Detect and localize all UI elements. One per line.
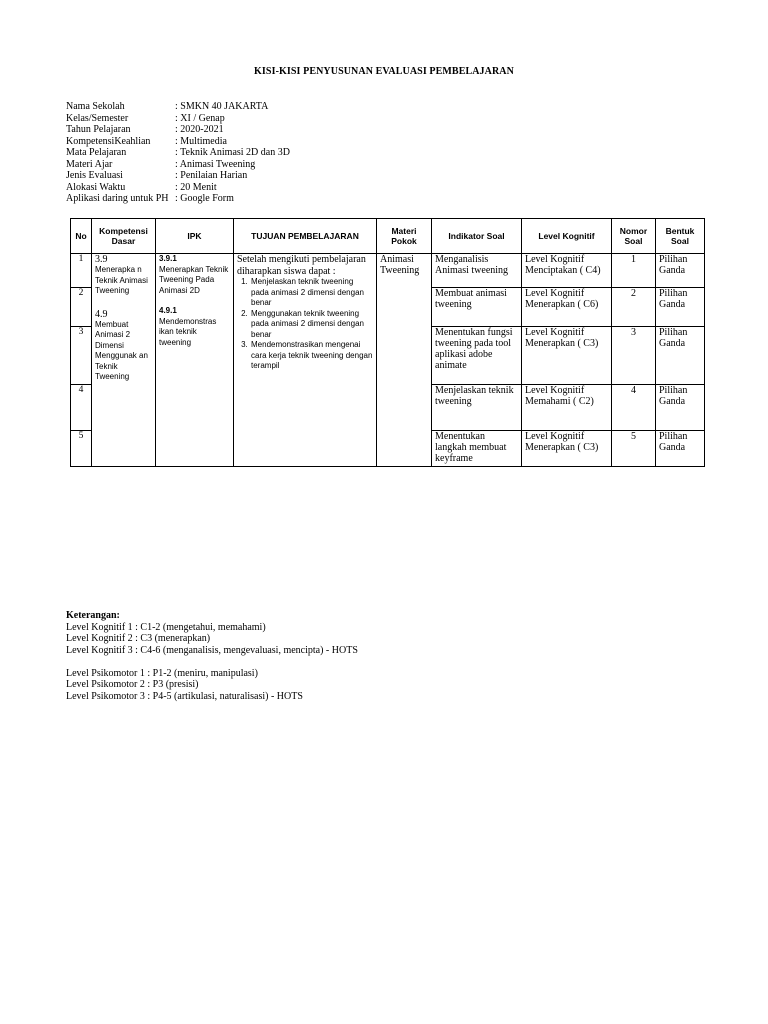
level-cell: Level Kognitif Memahami ( C2) (522, 385, 612, 431)
info-label: Nama Sekolah (66, 101, 125, 112)
level-cell: Level Kognitif Menciptakan ( C4) (522, 254, 612, 288)
col-header-indikator: Indikator Soal (432, 219, 522, 254)
note-line: Level Psikomotor 2 : P3 (presisi) (66, 679, 199, 690)
tujuan-cell (234, 254, 377, 467)
info-label: Mata Pelajaran (66, 147, 127, 158)
info-value: : 20 Menit (175, 181, 217, 193)
info-row (66, 170, 290, 182)
kd2-text: Membuat Animasi 2 Dimensi Menggunak an Teknik Tweening (95, 319, 148, 381)
col-header-materi: Materi Pokok (377, 219, 432, 254)
ipk2-number: 4.9.1 (159, 306, 177, 315)
info-value: : Penilaian Harian (175, 170, 248, 181)
nomor-cell: 3 (612, 327, 656, 385)
tujuan-item: 3. Mendemonstrasikan mengenai cara kerja teknik tweening dengan terampil (250, 340, 373, 372)
nomor-cell: 1 (612, 254, 656, 288)
tujuan-intro: Setelah mengikuti pembelajaran diharapkan siswa dapat : (237, 254, 366, 277)
kd-cell (92, 254, 156, 467)
col-header-kd: Kompetensi Dasar (92, 219, 156, 254)
ipk1-text: Menerapkan Teknik Tweening Pada Animasi 2D (159, 264, 229, 295)
tujuan-list (237, 277, 373, 372)
nomor-cell: 2 (612, 288, 656, 327)
info-row (66, 193, 290, 205)
row-no: 2 (71, 288, 92, 327)
info-value: : SMKN 40 JAKARTA (175, 101, 269, 112)
kd2-number: 4.9 (95, 308, 108, 320)
bentuk-cell: Pilihan Ganda (656, 385, 705, 431)
info-row (66, 159, 290, 171)
note-line: Level Kognitif 3 : C4-6 (menganalisis, mengevaluasi, mencipta) - HOTS (66, 644, 358, 656)
info-value: : Animasi Tweening (175, 158, 256, 170)
document-title: KISI-KISI PENYUSUNAN EVALUASI PEMBELAJARAN (254, 66, 514, 77)
indikator-cell: Menjelaskan teknik tweening (432, 385, 522, 431)
col-header-level: Level Kognitif (522, 219, 612, 254)
nomor-cell: 5 (612, 431, 656, 467)
col-header-nomor: Nomor Soal (612, 219, 656, 254)
col-header-tujuan: TUJUAN PEMBELAJARAN (234, 219, 377, 254)
ipk2-text: Mendemonstras ikan teknik tweening (159, 316, 217, 347)
info-label: Jenis Evaluasi (66, 170, 123, 181)
info-row (66, 101, 290, 113)
info-label: Tahun Pelajaran (66, 124, 131, 135)
col-header-bentuk: Bentuk Soal (656, 219, 705, 254)
ipk1-number: 3.9.1 (159, 254, 177, 263)
row-no: 1 (71, 254, 92, 288)
info-label: Materi Ajar (66, 158, 113, 170)
info-row (66, 182, 290, 194)
bentuk-cell: Pilihan Ganda (656, 431, 705, 467)
notes-heading: Keterangan: (66, 610, 120, 621)
info-row (66, 147, 290, 159)
row-no: 3 (71, 327, 92, 385)
note-line: Level Kognitif 2 : C3 (menerapkan) (66, 633, 211, 644)
tujuan-item: 1. Menjelaskan teknik tweening pada animasi 2 dimensi dengan benar (250, 277, 373, 309)
identity-block (66, 101, 290, 205)
spacer (66, 656, 358, 668)
table-header-row (71, 219, 705, 254)
info-row (66, 113, 290, 125)
indikator-cell: Menentukan langkah membuat keyframe (432, 431, 522, 467)
note-line: Level Kognitif 1 : C1-2 (mengetahui, memahami) (66, 621, 266, 633)
info-label: Aplikasi daring untuk PH (66, 193, 169, 204)
level-cell: Level Kognitif Menerapkan ( C3) (522, 327, 612, 385)
evaluation-grid-table (70, 218, 705, 467)
kd1-text: Menerapka n Teknik Animasi Tweening (95, 265, 148, 295)
info-value: : Google Form (175, 193, 234, 204)
level-cell: Level Kognitif Menerapkan ( C3) (522, 431, 612, 467)
table-row (71, 254, 705, 288)
note-line: Level Psikomotor 3 : P4-5 (artikulasi, naturalisasi) - HOTS (66, 690, 303, 702)
row-no: 5 (71, 431, 92, 467)
info-row (66, 124, 290, 136)
bentuk-cell: Pilihan Ganda (656, 254, 705, 288)
indikator-cell: Membuat animasi tweening (432, 288, 522, 327)
bentuk-cell: Pilihan Ganda (656, 327, 705, 385)
info-value: : XI / Genap (175, 112, 225, 124)
col-header-ipk: IPK (156, 219, 234, 254)
info-value: : 2020-2021 (175, 124, 224, 135)
info-label: KompetensiKeahlian (66, 135, 151, 147)
ipk-cell (156, 254, 234, 467)
info-label: Alokasi Waktu (66, 181, 126, 193)
info-row (66, 136, 290, 148)
info-label: Kelas/Semester (66, 112, 129, 124)
nomor-cell: 4 (612, 385, 656, 431)
info-value: : Teknik Animasi 2D dan 3D (175, 147, 290, 158)
level-cell: Level Kognitif Menerapkan ( C6) (522, 288, 612, 327)
materi-cell: Animasi Tweening (377, 254, 432, 467)
tujuan-item: 2. Menggunakan teknik tweening pada animasi 2 dimensi dengan benar (250, 309, 373, 341)
bentuk-cell: Pilihan Ganda (656, 288, 705, 327)
kd1-number: 3.9 (95, 254, 108, 265)
row-no: 4 (71, 385, 92, 431)
info-value: : Multimedia (175, 135, 227, 147)
col-header-no: No (71, 219, 92, 254)
note-line: Level Psikomotor 1 : P1-2 (meniru, manipulasi) (66, 667, 258, 679)
indikator-cell: Menganalisis Animasi tweening (432, 254, 522, 288)
indikator-cell: Menentukan fungsi tweening pada tool aplikasi adobe animate (432, 327, 522, 385)
notes-block (66, 610, 358, 702)
